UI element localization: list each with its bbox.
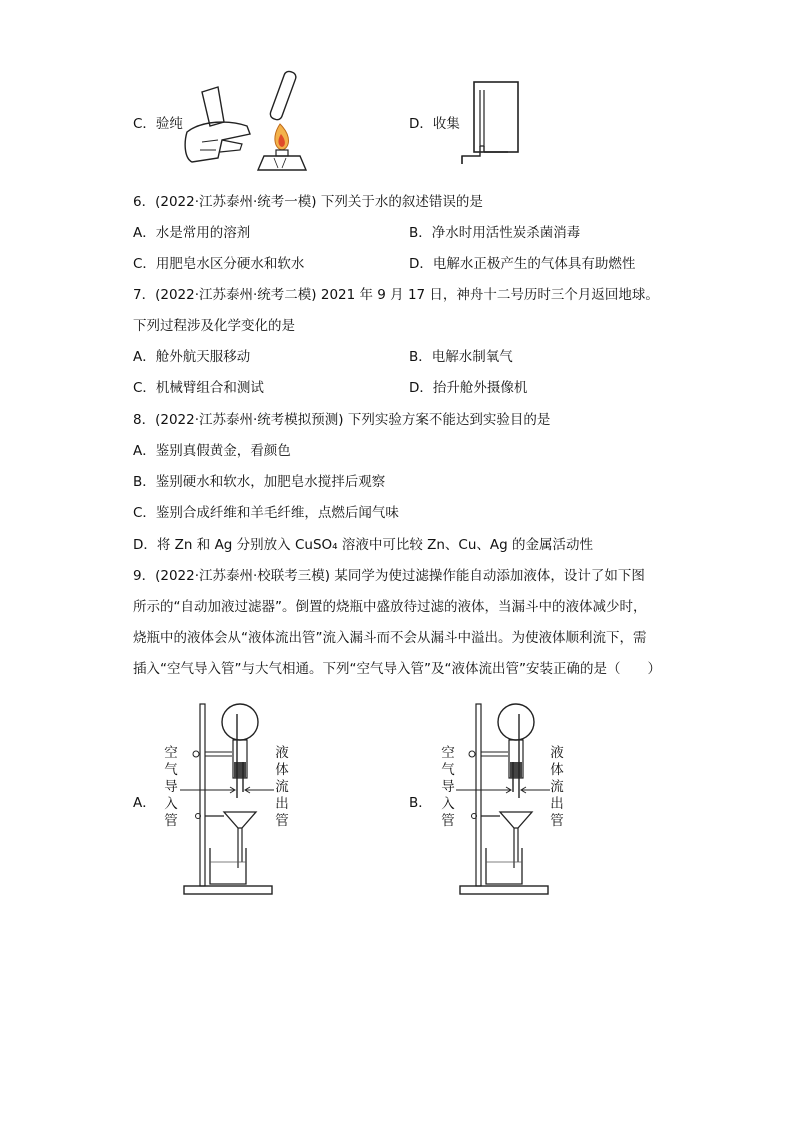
q8-stem: 8．(2022·江苏泰州·统考模拟预测) 下列实验方案不能达到实验目的是 [133,412,551,428]
q8-option-b: B．鉴别硬水和软水，加肥皂水搅拌后观察 [133,474,386,490]
auto-filter-apparatus-b [456,700,556,900]
auto-filter-apparatus-a [180,700,280,900]
q6-option-b: B．净水时用活性炭杀菌消毒 [409,225,581,241]
q6-option-d: D．电解水正极产生的气体具有助燃性 [409,256,636,272]
q8-option-d: D．将 Zn 和 Ag 分别放入 CuSO₄ 溶液中可比较 Zn、Cu、Ag 的金属活动性 [133,537,594,553]
q7-option-a: A．舱外航天服移动 [133,349,251,365]
liquid-outlet-tube-label-a: 液 体 流 出 管 [275,745,289,829]
q9-option-a-label: A． [133,795,156,811]
q9-option-b-label: B． [409,795,432,811]
gas-collection-illustration [460,80,520,170]
liquid-outlet-tube-label-b: 液 体 流 出 管 [550,745,564,829]
q6-option-c: C．用肥皂水区分硬水和软水 [133,256,305,272]
q9-stem-line4: 插入“空气导入管”与大气相通。下列“空气导入管”及“液体流出管”安装正确的是（ ） [133,661,661,677]
air-inlet-tube-label-a: 空 气 导 入 管 [164,745,178,829]
q9-stem-line2: 所示的“自动加液过滤器”。倒置的烧瓶中盛放待过滤的液体，当漏斗中的液体减少时， [133,599,647,615]
q8-option-a: A．鉴别真假黄金，看颜色 [133,443,291,459]
q5-option-c: C．验纯 [133,116,183,132]
q5-option-d: D．收集 [409,116,460,132]
q7-stem-line2: 下列过程涉及化学变化的是 [133,318,295,334]
q9-stem-line1: 9．(2022·江苏泰州·校联考三模) 某同学为使过滤操作能自动添加液体，设计了如下图 [133,568,645,584]
q9-stem-line3: 烧瓶中的液体会从“液体流出管”流入漏斗而不会从漏斗中溢出。为使液体顺利流下，需 [133,630,647,646]
q7-stem-line1: 7．(2022·江苏泰州·统考二模) 2021 年 9 月 17 日，神舟十二号历时三个月返回地球。 [133,287,659,303]
q6-option-a: A．水是常用的溶剂 [133,225,251,241]
air-inlet-tube-label-b: 空 气 导 入 管 [441,745,455,829]
q7-option-b: B．电解水制氧气 [409,349,513,365]
q7-option-c: C．机械臂组合和测试 [133,380,264,396]
q7-option-d: D．抬升舱外摄像机 [409,380,528,396]
q8-option-c: C．鉴别合成纤维和羊毛纤维，点燃后闻气味 [133,505,399,521]
q6-stem: 6．(2022·江苏泰州·统考一模) 下列关于水的叙述错误的是 [133,194,483,210]
test-tube-purity-check-illustration [182,62,312,174]
